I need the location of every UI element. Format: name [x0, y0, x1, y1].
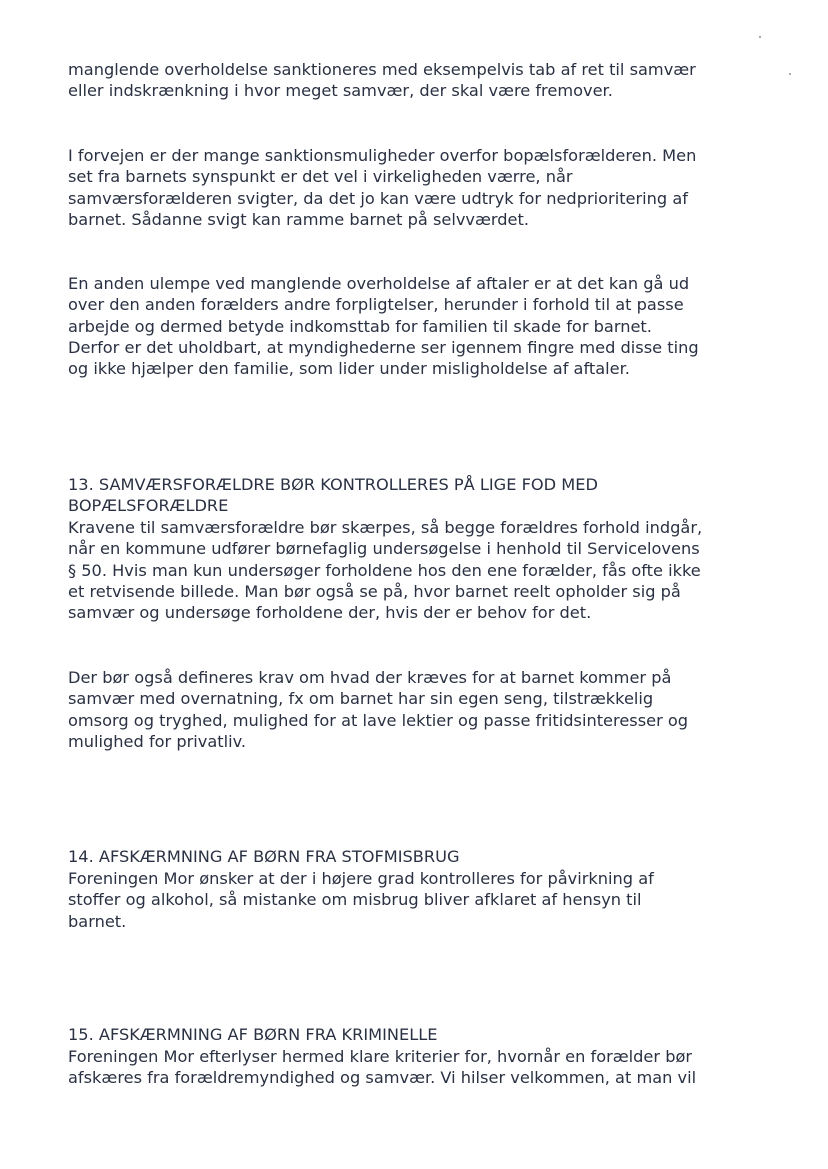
- text-line: når en kommune udfører børnefaglig undersøgelse i henhold til Servicelovens: [68, 539, 700, 559]
- text-line: Der bør også defineres krav om hvad der kræves for at barnet kommer på: [68, 668, 672, 687]
- text-line: arbejde og dermed betyde indkomsttab for familien til skade for barnet.: [68, 316, 652, 336]
- scan-speck: [789, 73, 791, 75]
- text-line: og ikke hjælper den familie, som lider under misligholdelse af aftaler.: [68, 359, 630, 379]
- section-14-heading: [68, 846, 776, 867]
- section-14-body: [68, 868, 776, 932]
- text-line: omsorg og tryghed, mulighed for at lave lektier og passe fritidsinteresser og: [68, 710, 689, 730]
- text-line: stoffer og alkohol, så mistanke om misbrug bliver afklaret af hensyn til: [68, 890, 642, 910]
- text-line: barnet. Sådanne svigt kan ramme barnet på selvværdet.: [68, 209, 530, 229]
- section-15-body: [68, 1046, 776, 1089]
- text-line: manglende overholdelse sanktioneres med eksempelvis tab af ret til samvær: [68, 60, 696, 79]
- section-heading-line: 14. AFSKÆRMNING AF BØRN FRA STOFMISBRUG: [68, 847, 460, 866]
- text-line: Foreningen Mor efterlyser hermed klare kriterier for, hvornår en forælder bør: [68, 1047, 693, 1066]
- text-line: samvær og undersøge forholdene der, hvis der er behov for det.: [68, 603, 592, 623]
- paragraph-sanctions-continuation: [68, 59, 776, 102]
- scan-speck: [759, 36, 761, 38]
- section-heading-line: 15. AFSKÆRMNING AF BØRN FRA KRIMINELLE: [68, 1025, 438, 1044]
- text-line: En anden ulempe ved manglende overholdelse af aftaler er at det kan gå ud: [68, 274, 690, 293]
- paragraph-overnight-requirements: [68, 667, 776, 752]
- text-line: samvær med overnatning, fx om barnet har sin egen seng, tilstrækkelig: [68, 689, 654, 709]
- section-13-body: [68, 517, 776, 623]
- section-13-heading: [68, 474, 776, 517]
- text-line: et retvisende billede. Man bør også se på, hvor barnet reelt opholder sig på: [68, 581, 681, 601]
- section-15-heading: [68, 1024, 776, 1045]
- text-line: Kravene til samværsforældre bør skærpes, så begge forældres forhold indgår,: [68, 518, 703, 537]
- section-heading-line: 13. SAMVÆRSFORÆLDRE BØR KONTROLLERES PÅ LIGE FOD MED: [68, 475, 598, 494]
- paragraph-other-drawback: [68, 273, 776, 379]
- text-line: I forvejen er der mange sanktionsmuligheder overfor bopælsforælderen. Men: [68, 146, 697, 165]
- text-line: eller indskrænkning i hvor meget samvær, der skal være fremover.: [68, 81, 613, 101]
- text-line: afskæres fra forældremyndighed og samvær. Vi hilser velkommen, at man vil: [68, 1068, 697, 1088]
- paragraph-sanction-options: [68, 145, 776, 230]
- text-line: Derfor er det uholdbart, at myndighederne ser igennem fingre med disse ting: [68, 337, 699, 357]
- section-heading-line: BOPÆLSFORÆLDRE: [68, 496, 229, 516]
- text-line: § 50. Hvis man kun undersøger forholdene hos den ene forælder, fås ofte ikke: [68, 560, 701, 580]
- text-line: barnet.: [68, 911, 127, 931]
- text-line: set fra barnets synspunkt er det vel i virkeligheden værre, når: [68, 167, 573, 187]
- text-line: samværsforælderen svigter, da det jo kan være udtryk for nedprioritering af: [68, 188, 688, 208]
- text-line: mulighed for privatliv.: [68, 731, 247, 751]
- text-line: Foreningen Mor ønsker at der i højere grad kontrolleres for påvirkning af: [68, 869, 654, 888]
- text-line: over den anden forælders andre forpligtelser, herunder i forhold til at passe: [68, 295, 684, 315]
